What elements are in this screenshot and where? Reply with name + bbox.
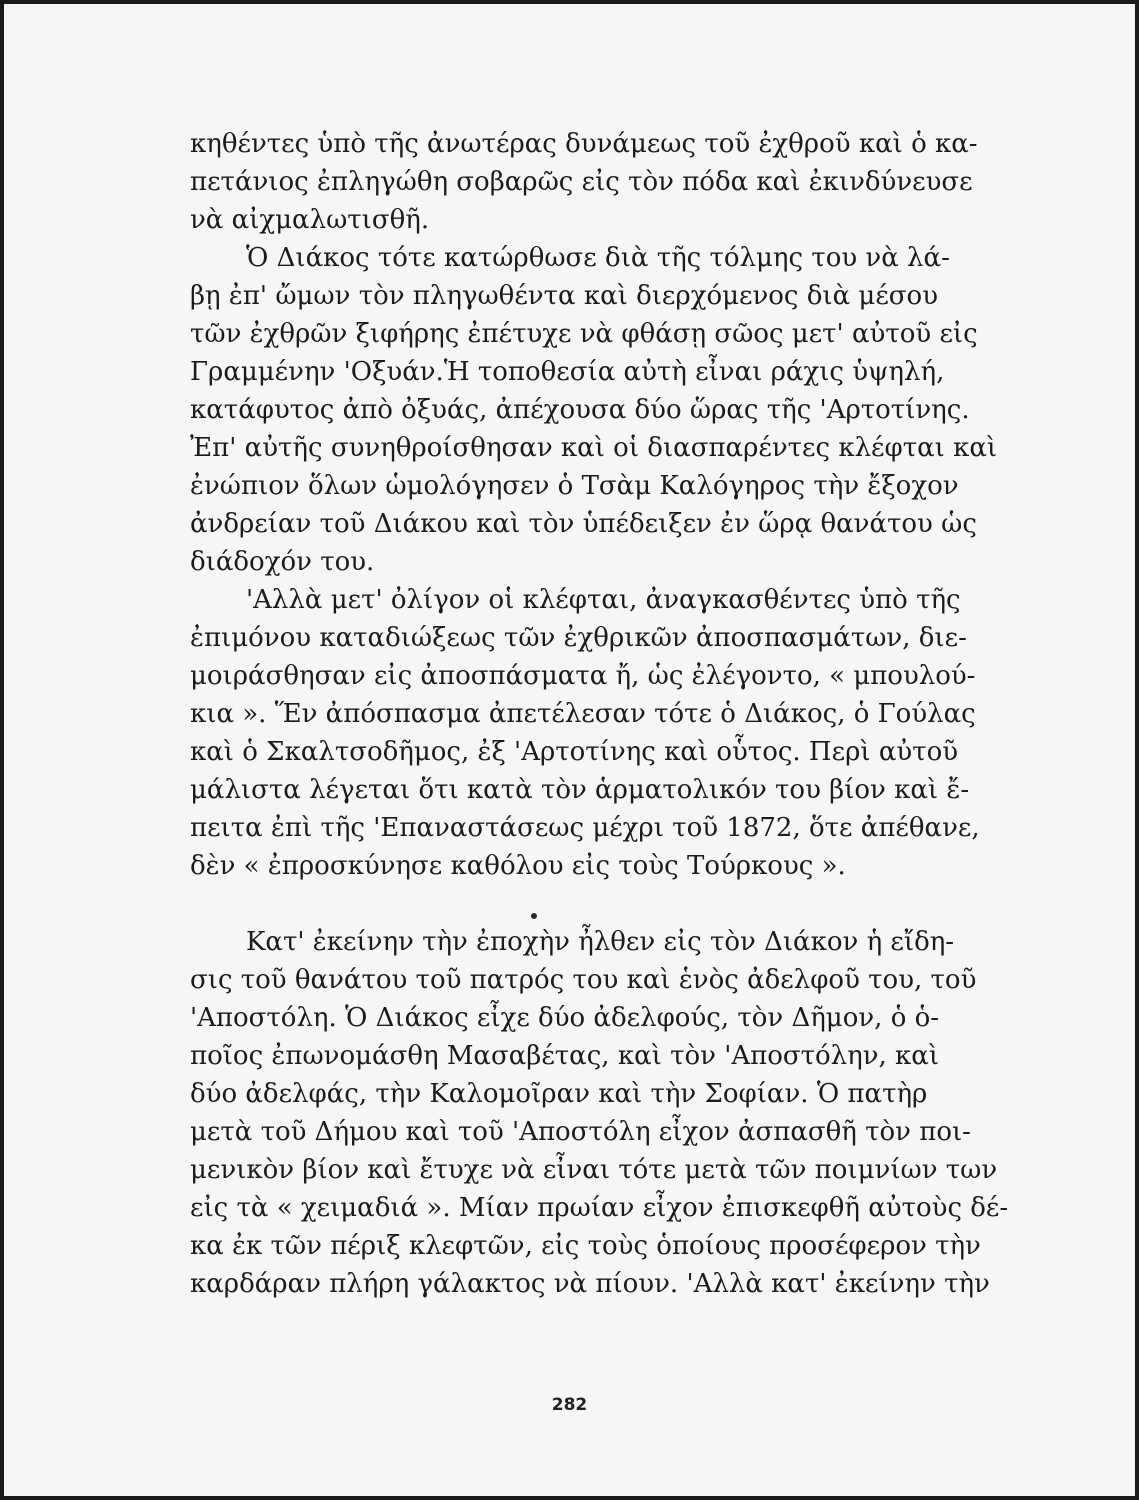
- text-line: Κατ' ἐκείνην τὴν ἐποχὴν ἦλθεν εἰς τὸν Διάκον ἡ εἴδη-: [246, 927, 955, 957]
- text-line: δὲν « ἐπροσκύνησε καθόλου εἰς τοὺς Τούρκους ».: [190, 851, 846, 881]
- body-text: [190, 125, 1070, 1303]
- text-line: 'Αποστόλη. Ὁ Διάκος εἶχε δύο ἀδελφούς, τὸν Δῆμον, ὁ ὁ-: [190, 1003, 940, 1033]
- text-line: Γραμμένην 'Οξυάν.Ἡ τοποθεσία αὐτὴ εἶναι ράχις ὑψηλή,: [190, 357, 945, 387]
- text-line: εἰς τὰ « χειμαδιά ». Μίαν πρωίαν εἶχον ἐπισκεφθῆ αὐτοὺς δέ-: [190, 1193, 1009, 1223]
- paragraph-3: [190, 581, 1070, 885]
- text-line: πετάνιος ἐπληγώθη σοβαρῶς εἰς τὸν πόδα καὶ ἐκινδύνευσε: [190, 167, 973, 197]
- paragraph-2: [190, 239, 1070, 581]
- paragraph-4: [190, 923, 1070, 1303]
- text-line: πειτα ἐπὶ τῆς 'Επαναστάσεως μέχρι τοῦ 1872, ὅτε ἀπέθανε,: [190, 813, 980, 843]
- text-line: καὶ ὁ Σκαλτσοδῆμος, ἐξ 'Αρτοτίνης καὶ οὗτος. Περὶ αὐτοῦ: [190, 737, 959, 767]
- text-line: σις τοῦ θανάτου τοῦ πατρός του καὶ ἑνὸς ἀδελφοῦ του, τοῦ: [190, 965, 977, 995]
- text-line: καρδάραν πλήρη γάλακτος νὰ πίουν. 'Αλλὰ κατ' ἐκείνην τὴν: [190, 1269, 990, 1299]
- text-line: διάδοχόν του.: [190, 547, 375, 577]
- paragraph-1: [190, 125, 1070, 239]
- text-line: δύο ἀδελφάς, τὴν Καλομοῖραν καὶ τὴν Σοφίαν. Ὁ πατὴρ: [190, 1079, 928, 1109]
- text-line: κατάφυτος ἀπὸ ὀξυάς, ἀπέχουσα δύο ὥρας τῆς 'Αρτοτίνης.: [190, 395, 970, 425]
- text-line: ἐπιμόνου καταδιώξεως τῶν ἐχθρικῶν ἀποσπασμάτων, διε-: [190, 623, 967, 653]
- text-line: κα ἐκ τῶν πέριξ κλεφτῶν, εἰς τοὺς ὁποίους προσέφερον τὴν: [190, 1231, 981, 1261]
- text-line: ἐνώπιον ὅλων ὡμολόγησεν ὁ Τσὰμ Καλόγηρος τὴν ἔξοχον: [190, 471, 959, 501]
- text-line: κηθέντες ὑπὸ τῆς ἀνωτέρας δυνάμεως τοῦ ἐχθροῦ καὶ ὁ κα-: [190, 129, 978, 159]
- text-line: κια ». Ἕν ἀπόσπασμα ἀπετέλεσαν τότε ὁ Διάκος, ὁ Γούλας: [190, 699, 976, 729]
- text-line: μετὰ τοῦ Δήμου καὶ τοῦ 'Αποστόλη εἶχον ἀσπασθῆ τὸν ποι-: [190, 1117, 971, 1147]
- text-line: ποῖος ἐπωνομάσθη Μασαβέτας, καὶ τὸν 'Αποστόλην, καὶ: [190, 1041, 940, 1071]
- text-line: τῶν ἐχθρῶν ξιφήρης ἐπέτυχε νὰ φθάσῃ σῶος μετ' αὐτοῦ εἰς: [190, 319, 978, 349]
- text-line: βῃ ἐπ' ὤμων τὸν πληγωθέντα καὶ διερχόμενος διὰ μέσου: [190, 281, 938, 311]
- text-line: Ὁ Διάκος τότε κατώρθωσε διὰ τῆς τόλμης του νὰ λά-: [246, 243, 950, 273]
- text-line: μενικὸν βίον καὶ ἔτυχε νὰ εἶναι τότε μετὰ τῶν ποιμνίων των: [190, 1155, 998, 1185]
- text-line: μάλιστα λέγεται ὅτι κατὰ τὸν ἁρματολικόν του βίον καὶ ἔ-: [190, 775, 970, 805]
- page-number: 282: [551, 1395, 588, 1415]
- text-line: 'Αλλὰ μετ' ὀλίγον οἱ κλέφται, ἀναγκασθέντες ὑπὸ τῆς: [246, 585, 961, 615]
- text-line: ἀνδρείαν τοῦ Διάκου καὶ τὸν ὑπέδειξεν ἐν ὥρᾳ θανάτου ὡς: [190, 509, 977, 539]
- text-line: νὰ αἰχμαλωτισθῆ.: [190, 205, 430, 235]
- text-line: Ἐπ' αὐτῆς συνηθροίσθησαν καὶ οἱ διασπαρέντες κλέφται καὶ: [190, 433, 998, 463]
- text-line: μοιράσθησαν εἰς ἀποσπάσματα ἤ, ὡς ἐλέγοντο, « μπουλού-: [190, 661, 976, 691]
